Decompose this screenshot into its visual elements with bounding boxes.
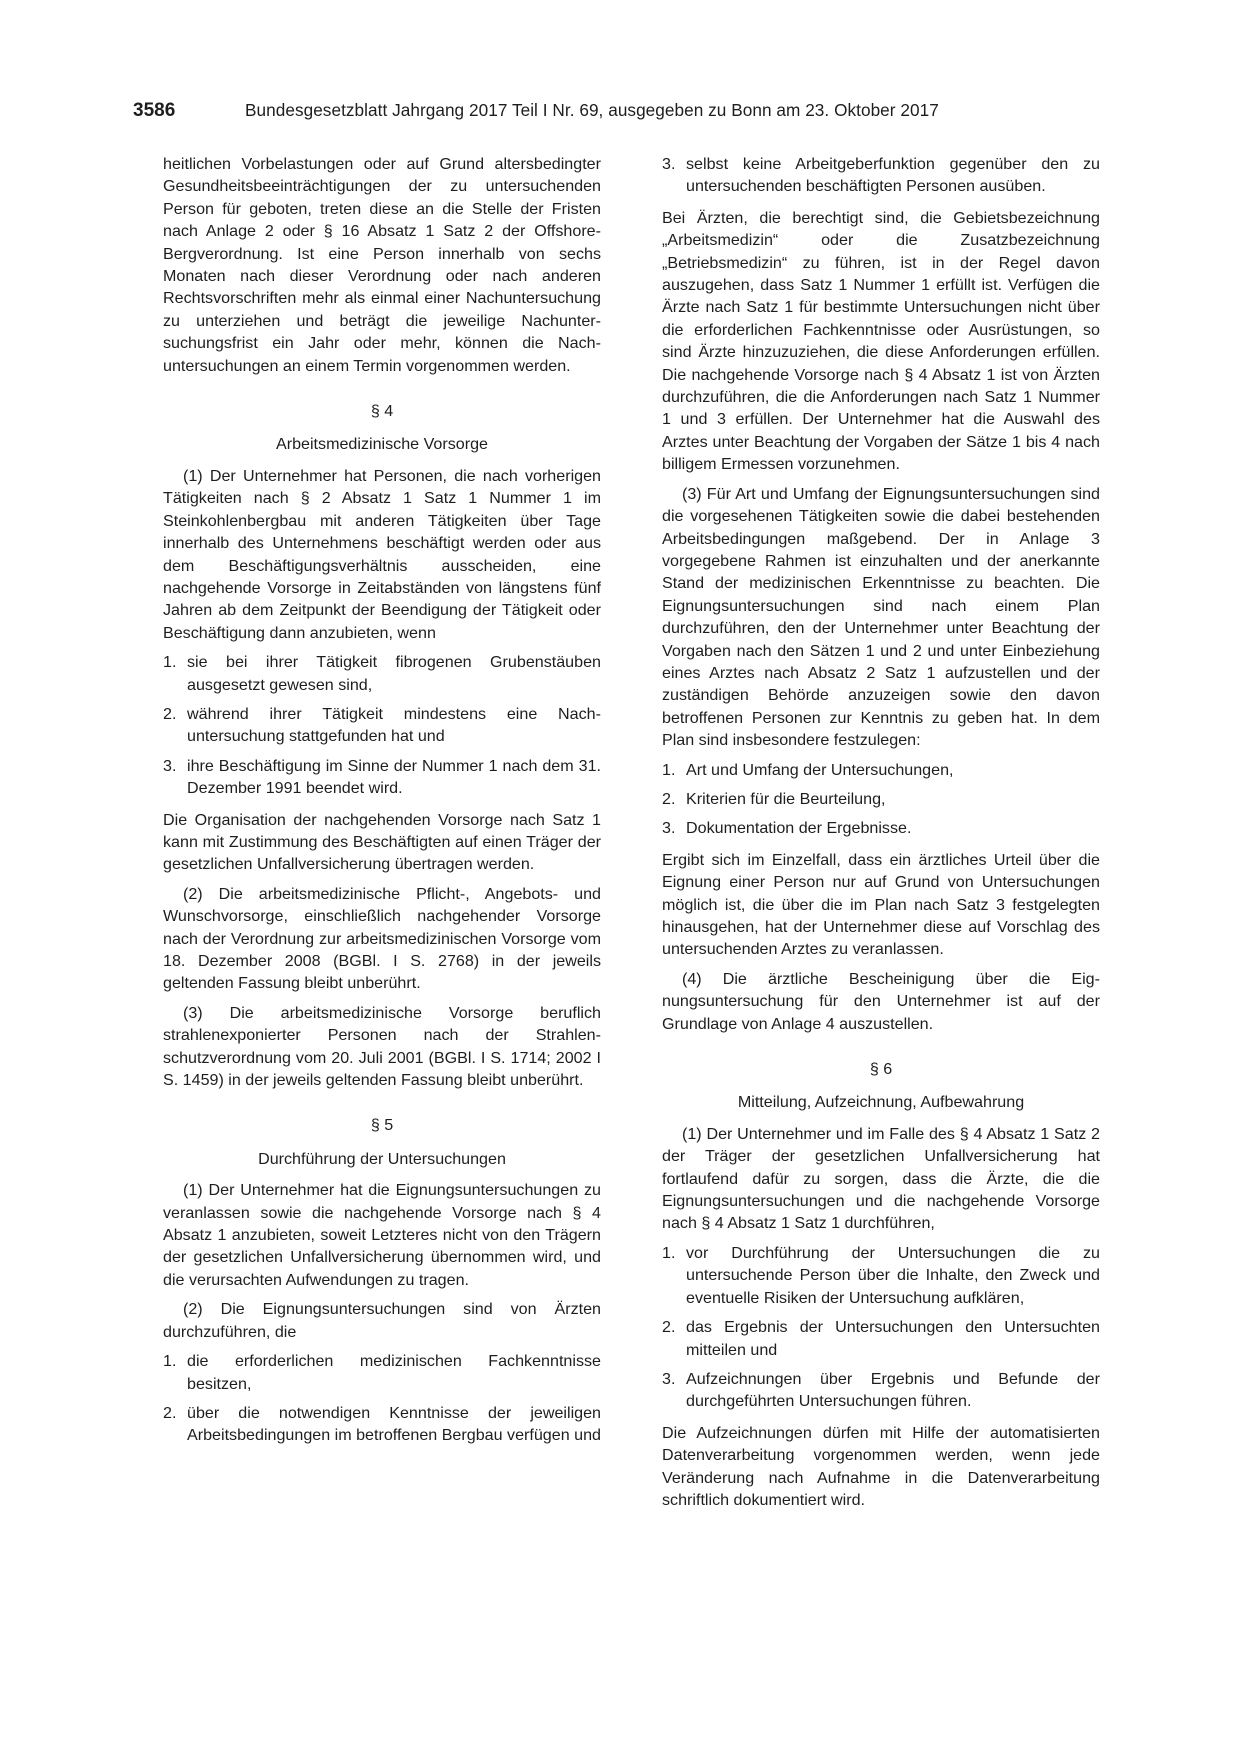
page-number: 3586	[133, 100, 176, 121]
section-4-paragraph-1b: Die Organisation der nachgehenden Vorsorge nach Satz 1 kann mit Zustimmung des Beschäftigten auf einen Träger der gesetzlichen Unfallversicherung übertragen werden.	[163, 810, 601, 874]
section-4-list	[163, 651, 601, 799]
list-item-number: 1.	[163, 1352, 177, 1371]
list-item-number: 1.	[163, 653, 177, 672]
list-item-number: 3.	[163, 756, 177, 775]
section-5-number: § 5	[370, 1116, 394, 1135]
right-column	[662, 153, 1100, 1518]
list-item	[163, 651, 601, 696]
list-item-number: 2.	[662, 1318, 676, 1337]
list-item-text: über die notwendigen Kenntnisse der jeweiligen Arbeitsbedingungen im betroffenen Bergbau verfügen und	[187, 1403, 601, 1445]
section-4-title: Arbeitsmedizinische Vorsorge	[275, 435, 488, 454]
list-item	[662, 1242, 1100, 1309]
list-item-number: 1.	[662, 760, 676, 779]
list-item	[163, 1350, 601, 1395]
left-column	[163, 153, 601, 1456]
list-item-number: 2.	[662, 789, 676, 808]
list-item-number: 2.	[163, 1403, 177, 1422]
section-6-number: § 6	[869, 1060, 893, 1079]
list-item	[163, 703, 601, 748]
list-item-text: sie bei ihrer Tätigkeit fibrogenen Grubenstäuben ausgesetzt gewesen sind,	[187, 653, 601, 694]
section-4-paragraph-1: (1) Der Unternehmer hat Personen, die nach vorherigen Tätigkeiten nach § 2 Absatz 1 Satz 1 Nummer 1 im Steinkohlenbergbau mit anderen Tätigkeiten über Tage innerhalb des Unternehmens beschäftigt werden oder aus dem Beschäftigungsverhältnis ausscheiden, eine nachgehende Vorsorge in Zeitabständen von längstens fünf Jahren ab dem Zeitpunkt der Beendigung der Tätigkeit oder Beschäftigung dann anzubieten, wenn	[163, 466, 601, 642]
section-5-paragraph-4: (4) Die ärztliche Bescheinigung über die Eignungsuntersuchung für den Unternehmer ist auf der Grundlage von Anlage 4 auszustellen.	[662, 969, 1100, 1033]
section-6-title: Mitteilung, Aufzeichnung, Aufbewahrung	[737, 1093, 1025, 1112]
list-item-text: Kriterien für die Beurteilung,	[686, 789, 886, 808]
list-item-text: vor Durchführung der Untersuchungen die zu untersuchende Person über die Inhalte, den Zweck und eventuelle Risiken der Untersuchung aufklären,	[686, 1243, 1100, 1307]
section-5-list-continued	[662, 153, 1100, 198]
list-item	[662, 153, 1100, 198]
list-item-text: Art und Umfang der Untersuchungen,	[686, 760, 954, 779]
section-4-paragraph-3: (3) Die arbeitsmedizinische Vorsorge beruflich strahlenexponierter Personen nach der Strahlenschutzverordnung vom 20. Juli 2001 (BGBl. I S. 1714; 2002 I S. 1459) in der jeweils geltenden Fassung bleibt unberührt.	[163, 1003, 601, 1090]
section-5-paragraph-3b: Ergibt sich im Einzelfall, dass ein ärztliches Urteil über die Eignung einer Person nur auf Grund von Untersuchungen möglich ist, die über die im Plan nach Satz 3 festgelegten hinausgehen, hat der Unternehmer diese auf Vorschlag des untersuchenden Arztes zu veranlassen.	[662, 850, 1100, 959]
section-6-paragraph-1: (1) Der Unternehmer und im Falle des § 4 Absatz 1 Satz 2 der Träger der gesetzlichen Unfallversicherung hat fortlaufend dafür zu sorgen, dass die Ärzte, die die Eignungsuntersuchungen und die nachgehende Vorsorge nach § 4 Absatz 1 Satz 1 durchführen,	[662, 1124, 1100, 1233]
section-5-paragraph-2: (2) Die Eignungsuntersuchungen sind von Ärzten durchzuführen, die	[163, 1300, 601, 1341]
list-item-number: 3.	[662, 1369, 676, 1388]
section-5-title: Durchführung der Untersuchungen	[258, 1149, 506, 1168]
list-item-number: 3.	[662, 155, 676, 173]
list-item-text: Aufzeichnungen über Ergebnis und Befunde der durchgeführten Untersuchungen führen.	[686, 1369, 1100, 1411]
list-item-text: ihre Beschäftigung im Sinne der Nummer 1 nach dem 31. Dezember 1991 beendet wird.	[187, 756, 601, 798]
list-item-text: während ihrer Tätigkeit mindestens eine Nachuntersuchung stattgefunden hat und	[187, 704, 601, 746]
list-item-text: Dokumentation der Ergebnisse.	[686, 819, 912, 838]
list-item-number: 1.	[662, 1243, 676, 1262]
section-4-number: § 4	[370, 402, 394, 421]
section-5-plan-list	[662, 759, 1100, 840]
section-4-paragraph-2: (2) Die arbeitsmedizinische Pflicht-, Angebots- und Wunschvorsorge, einschließlich nachgehender Vorsorge nach der Verordnung zur arbeitsmedizinischen Vorsorge vom 18. Dezember 2008 (BGBl. I S. 2768) in der jeweils geltenden Fassung bleibt unberührt.	[163, 884, 601, 993]
page-header	[133, 100, 1101, 130]
list-item-number: 3.	[662, 819, 676, 838]
list-item	[662, 1316, 1100, 1361]
list-item	[163, 1402, 601, 1447]
paragraph-continued: heitlichen Vorbelastungen oder auf Grund altersbedingter Gesundheitsbeeinträchtigungen der zu untersuchenden Person für geboten, treten diese an die Stelle der Fristen nach Anlage 2 oder § 16 Absatz 1 Satz 2 der Offshore-Bergverordnung. Ist eine Person innerhalb von sechs Monaten nach dieser Verordnung oder nach anderen Rechtsvorschriften mehr als einmal einer Nachuntersuchung zu unterziehen und beträgt die jeweilige Nachuntersuchungsfrist ein Jahr oder mehr, können die Nachuntersuchungen an einem Termin vorgenommen werden.	[163, 155, 601, 375]
list-item	[662, 759, 1100, 781]
section-6-list	[662, 1242, 1100, 1413]
section-5-paragraph-3: (3) Für Art und Umfang der Eignungsuntersuchungen sind die vorgesehenen Tätigkeiten sowie die dabei bestehenden Arbeitsbedingungen maßgebend. Der in Anlage 3 vorgegebene Rahmen ist einzuhalten und der anerkannte Stand der medizinischen Erkenntnisse zu beachten. Die Eignungsuntersuchungen sind nach einem Plan durchzuführen, den der Unternehmer unter Beachtung der Vorgaben nach den Sätzen 1 und 2 und unter Einbeziehung eines Arztes nach Absatz 2 Satz 1 aufzustellen und der zuständigen Behörde anzuzeigen sowie den davon betroffenen Personen zur Kenntnis zu geben hat. In dem Plan sind insbesondere festzulegen:	[662, 484, 1100, 750]
running-title: Bundesgesetzblatt Jahrgang 2017 Teil I Nr. 69, ausgegeben zu Bonn am 23. Oktober 2017	[245, 100, 939, 120]
list-item	[662, 1368, 1100, 1413]
list-item	[662, 817, 1100, 839]
section-5-paragraph-1: (1) Der Unternehmer hat die Eignungsuntersuchungen zu veranlassen sowie die nachgehende Vorsorge nach § 4 Absatz 1 anzubieten, soweit Letzteres nicht von den Trägern der gesetzlichen Unfallversicherung übernommen wird, und die verursachten Aufwendungen zu tragen.	[163, 1181, 601, 1289]
list-item-text: das Ergebnis der Untersuchungen den Untersuchten mitteilen und	[686, 1318, 1100, 1359]
section-6-paragraph-1b: Die Aufzeichnungen dürfen mit Hilfe der automatisierten Datenverarbeitung vorgenommen werden, wenn jede Veränderung nach Aufnahme in die Datenverarbeitung schriftlich dokumentiert wird.	[662, 1423, 1100, 1509]
list-item-text: selbst keine Arbeitgeberfunktion gegenüber den zu untersuchenden beschäftigten Personen ausüben.	[686, 155, 1100, 196]
list-item	[662, 788, 1100, 810]
section-5-list	[163, 1350, 601, 1447]
list-item	[163, 755, 601, 800]
section-5-paragraph-2b: Bei Ärzten, die berechtigt sind, die Gebietsbezeichnung „Arbeitsmedizin“ oder die Zusatzbezeichnung „Betriebsmedizin“ zu führen, ist in der Regel davon auszugehen, dass Satz 1 Nummer 1 erfüllt ist. Verfügen die Ärzte nach Satz 1 für bestimmte Untersuchungen nicht über die erforderlichen Fachkenntnisse oder Ausrüstungen, so sind Ärzte hinzuzuziehen, die diese Anforderungen erfüllen. Die nachgehende Vorsorge nach § 4 Absatz 1 ist von Ärzten durchzuführen, die die Anforderungen nach Satz 1 Nummer 1 und 3 erfüllen. Der Unternehmer hat die Auswahl des Arztes unter Beachtung der Vorgaben der Sätze 1 bis 4 nach billigem Ermessen vorzunehmen.	[662, 208, 1100, 474]
list-item-number: 2.	[163, 704, 177, 723]
list-item-text: die erforderlichen medizinischen Fachkenntnisse besitzen,	[187, 1352, 601, 1393]
